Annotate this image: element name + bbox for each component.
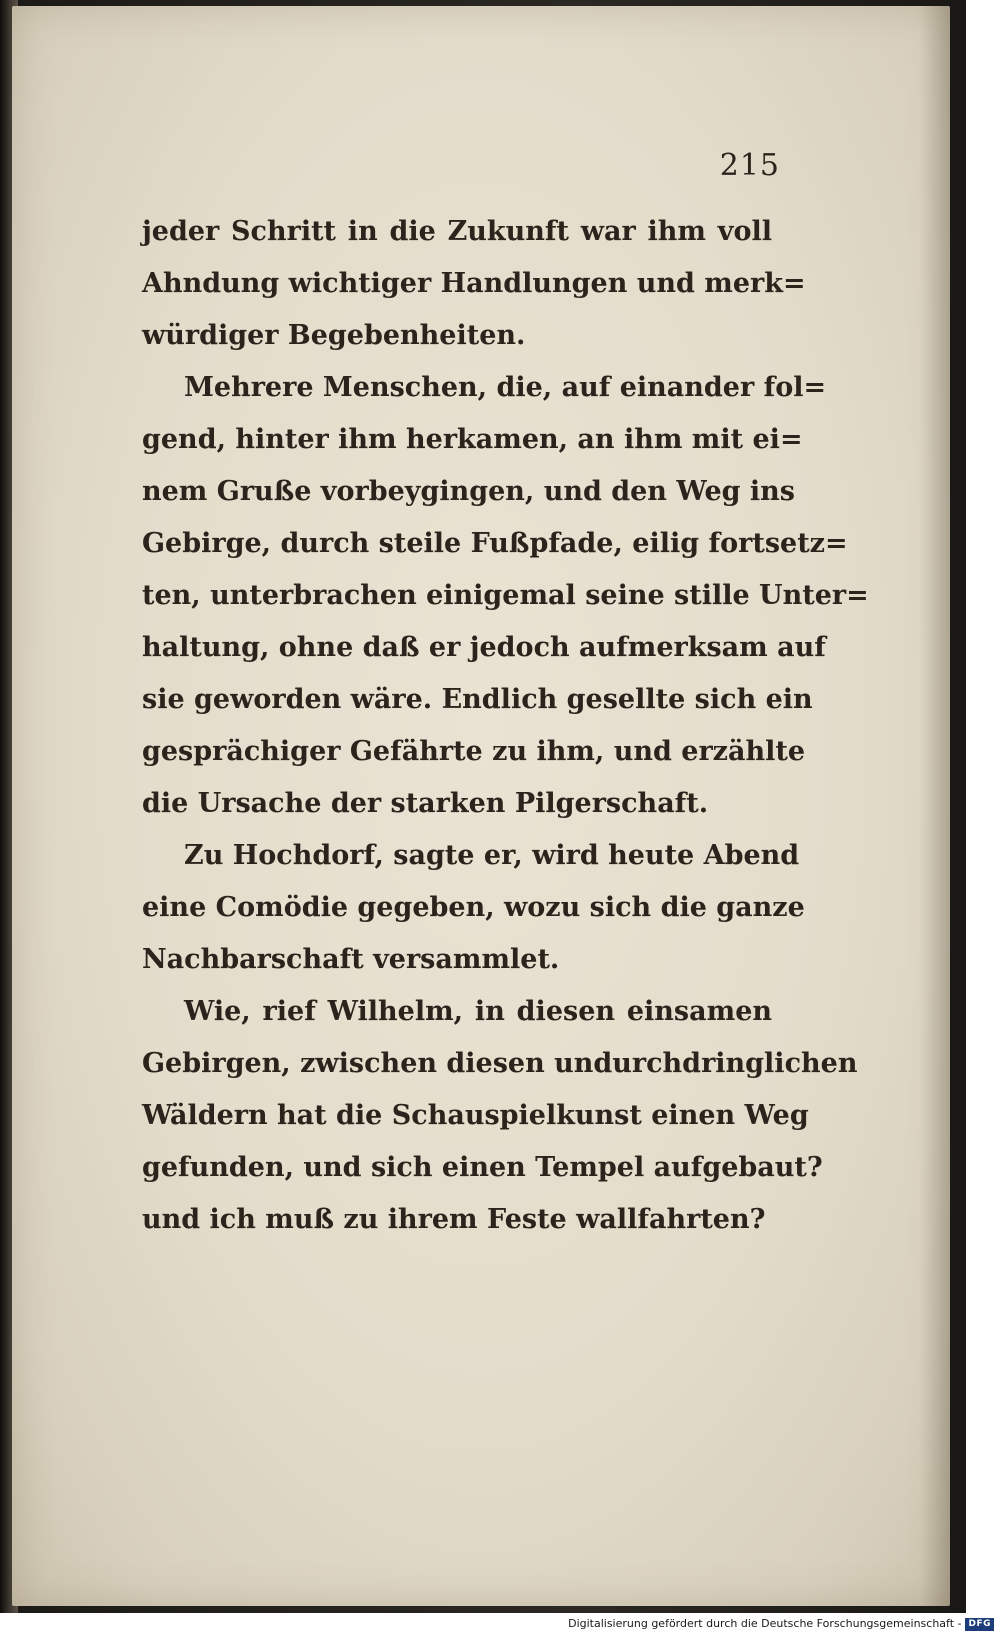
text-line: gend, hinter ihm herkamen, an ihm mit ei=	[142, 424, 803, 455]
page-edge-shadow	[920, 6, 950, 1606]
text-line: ten, unterbrachen einigemal seine stille Unter=	[142, 580, 869, 611]
text-line: sie geworden wäre. Endlich gesellte sich ein	[142, 684, 813, 715]
text-line: jeder Schritt in die Zukunft war ihm voll	[142, 216, 772, 247]
text-line: Gebirge, durch steile Fußpfade, eilig fortsetz=	[142, 528, 848, 559]
text-line: Mehrere Menschen, die, auf einander fol=	[184, 372, 827, 403]
text-line: Gebirgen, zwischen diesen undurchdringlichen	[142, 1048, 858, 1079]
text-line: gesprächiger Gefährte zu ihm, und erzählte	[142, 736, 806, 767]
text-line: Wäldern hat die Schauspielkunst einen Weg	[142, 1100, 809, 1131]
text-line: Nachbarschaft versammlet.	[142, 944, 560, 975]
text-line: Wie, rief Wilhelm, in diesen einsamen	[184, 996, 772, 1027]
text-line: Zu Hochdorf, sagte er, wird heute Abend	[184, 840, 800, 871]
text-line: nem Gruße vorbeygingen, und den Weg ins	[142, 476, 795, 507]
text-line: gefunden, und sich einen Tempel aufgebaut?	[142, 1152, 823, 1183]
text-line: die Ursache der starken Pilgerschaft.	[142, 788, 709, 819]
text-line: würdiger Begebenheiten.	[142, 320, 526, 351]
dfg-logo: DFG	[965, 1618, 994, 1631]
text-line: eine Comödie gegeben, wozu sich die ganze	[142, 892, 805, 923]
page-number: 215	[719, 148, 780, 183]
page-text	[142, 206, 869, 1246]
digitization-credit	[520, 1614, 994, 1633]
text-line: haltung, ohne daß er jedoch aufmerksam auf	[142, 632, 826, 663]
text-line: Ahndung wichtiger Handlungen und merk=	[142, 268, 806, 299]
credit-text: Digitalisierung gefördert durch die Deutsche Forschungsgemeinschaft -	[568, 1617, 962, 1630]
text-line: und ich muß zu ihrem Feste wallfahrten?	[142, 1204, 766, 1235]
